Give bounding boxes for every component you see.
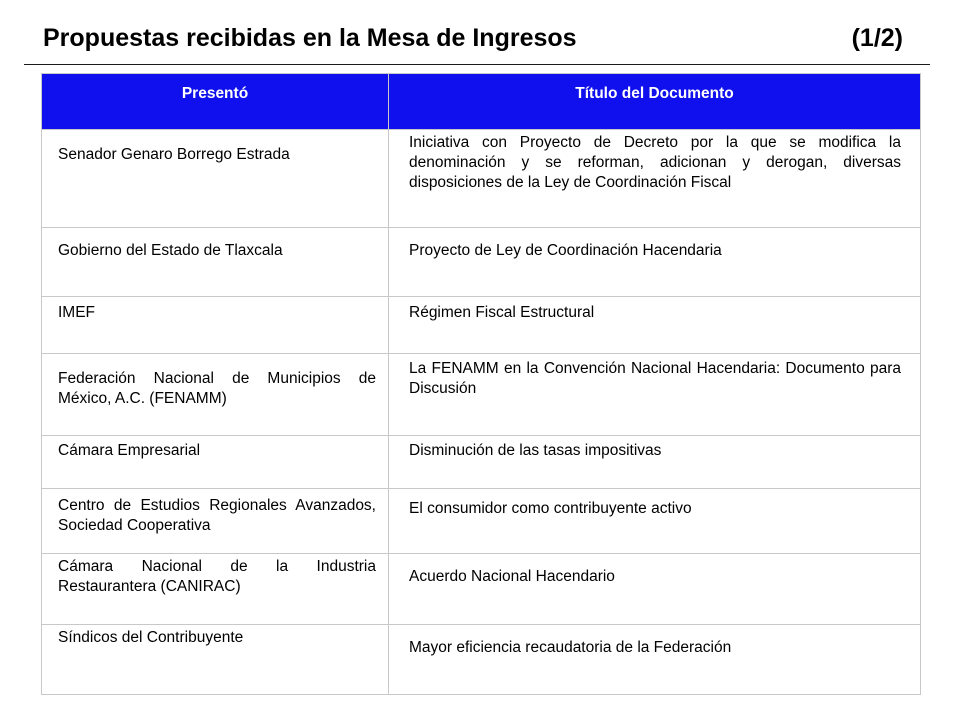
cell-titulo: Mayor eficiencia recaudatoria de la Federación: [389, 625, 921, 695]
cell-titulo: Acuerdo Nacional Hacendario: [389, 554, 921, 625]
slide-title-bar: [43, 18, 903, 58]
table-row: [42, 554, 921, 625]
page-indicator: (1/2): [851, 23, 903, 52]
cell-presento: Gobierno del Estado de Tlaxcala: [42, 228, 389, 297]
table-row: [42, 625, 921, 695]
column-header-titulo: Título del Documento: [389, 74, 921, 130]
cell-titulo: Disminución de las tasas impositivas: [389, 436, 921, 489]
cell-presento: Centro de Estudios Regionales Avanzados, Sociedad Cooperativa: [42, 489, 389, 554]
cell-titulo: Proyecto de Ley de Coordinación Hacendaria: [389, 228, 921, 297]
table-row: [42, 489, 921, 554]
proposals-table: [41, 73, 921, 695]
cell-titulo: Iniciativa con Proyecto de Decreto por la que se modifica la denominación y se reforman, adicionan y derogan, diversas disposiciones de la Ley de Coordinación Fiscal: [389, 130, 921, 228]
title-divider: [24, 64, 930, 65]
table-row: [42, 354, 921, 436]
column-header-presento: Presentó: [42, 74, 389, 130]
cell-titulo: El consumidor como contribuyente activo: [389, 489, 921, 554]
table-header-row: [42, 74, 921, 130]
cell-presento: Federación Nacional de Municipios de México, A.C. (FENAMM): [42, 354, 389, 436]
table-row: [42, 297, 921, 354]
cell-titulo: Régimen Fiscal Estructural: [389, 297, 921, 354]
cell-presento: Senador Genaro Borrego Estrada: [42, 130, 389, 228]
cell-presento: IMEF: [42, 297, 389, 354]
cell-presento: Cámara Nacional de la Industria Restaurantera (CANIRAC): [42, 554, 389, 625]
table-row: [42, 130, 921, 228]
page-title: Propuestas recibidas en la Mesa de Ingresos: [43, 23, 577, 52]
table-row: [42, 228, 921, 297]
cell-presento: Síndicos del Contribuyente: [42, 625, 389, 695]
cell-presento: Cámara Empresarial: [42, 436, 389, 489]
table-row: [42, 436, 921, 489]
cell-titulo: La FENAMM en la Convención Nacional Hacendaria: Documento para Discusión: [389, 354, 921, 436]
